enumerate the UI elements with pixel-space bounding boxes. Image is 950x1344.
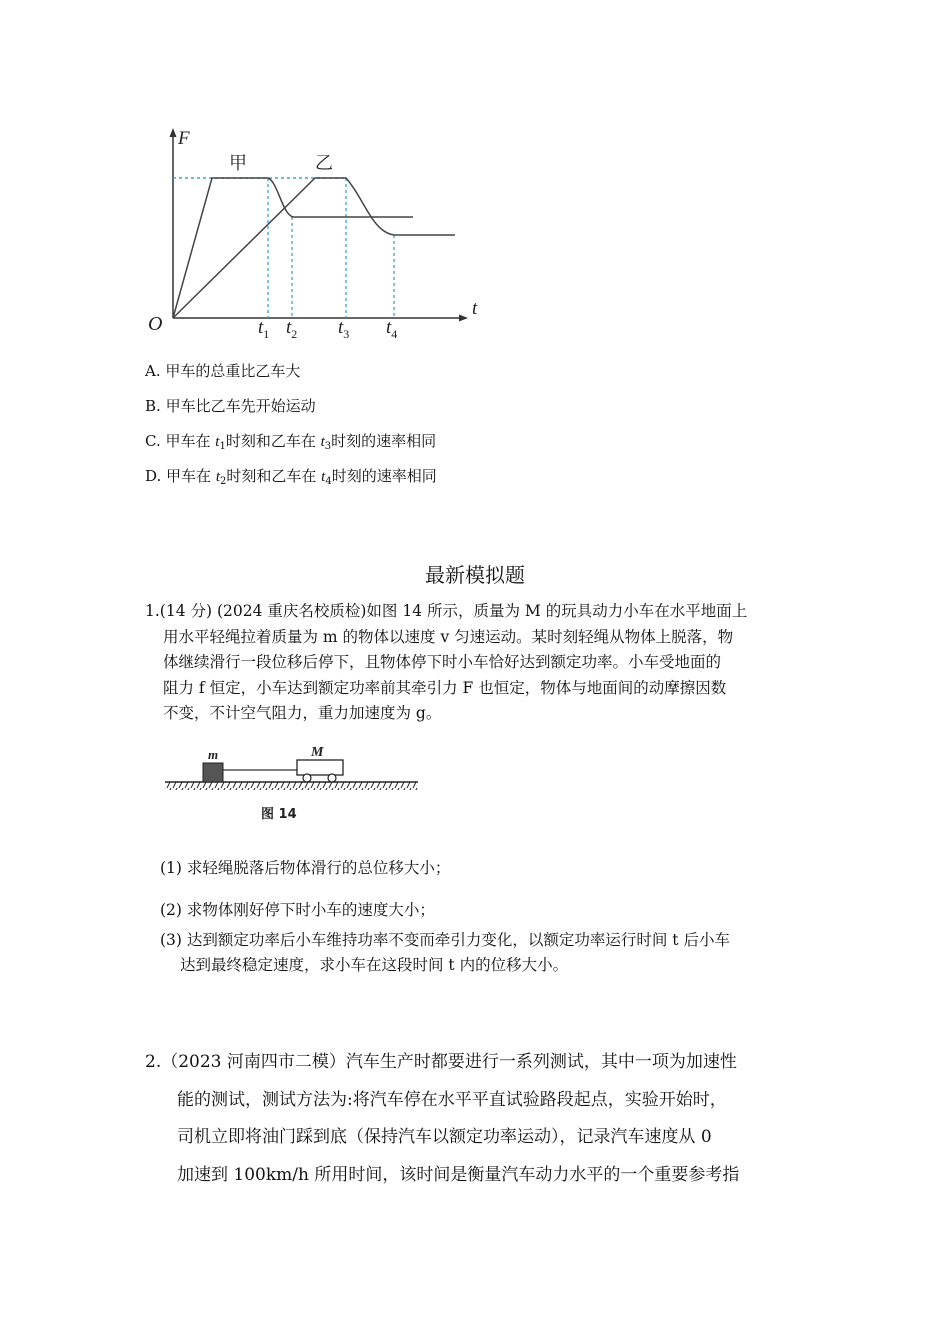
- tick-label-t3: $t_3$: [338, 317, 350, 341]
- problem-1-line: 1.(14 分) (2024 重庆名校质检)如图 14 所示，质量为 M 的玩具动力小车在水平地面上: [145, 602, 748, 620]
- cart-wheel: [303, 774, 311, 782]
- cart-body: [297, 760, 343, 775]
- figure-caption: 图 14: [261, 807, 297, 822]
- problem-1-line: 不变，不计空气阻力，重力加速度为 g。: [163, 704, 442, 722]
- question-3: (3) 达到额定功率后小车维持功率不变而牵引力变化，以额定功率运行时间 t 后小车 达到最终稳定速度，求小车在这段时间 t 内的位移大小。: [160, 931, 730, 974]
- y-axis-arrow: [170, 128, 177, 137]
- tick-label-t2: $t_2$: [286, 317, 298, 341]
- problem-2-line: 加速到 100km/h 所用时间，该时间是衡量汽车动力水平的一个重要参考指: [177, 1164, 740, 1185]
- axis-label-t: t: [472, 298, 478, 319]
- origin-label: O: [148, 313, 163, 335]
- label-M: M: [311, 745, 324, 760]
- problem-1-line: 体继续滑行一段位移后停下，且物体停下时小车恰好达到额定功率。小车受地面的: [163, 653, 722, 671]
- option-d: D. 甲车在 $t_2$时刻和乙车在 $t_4$时刻的速率相同: [145, 467, 437, 487]
- option-c: C. 甲车在 $t_1$时刻和乙车在 $t_3$时刻的速率相同: [145, 432, 437, 452]
- option-b: B. 甲车比乙车先开始运动: [145, 397, 316, 415]
- problem-1-line: 用水平轻绳拉着质量为 m 的物体以速度 v 匀速运动。某时刻轻绳从物体上脱落，物: [163, 627, 734, 646]
- problem-2-line: 能的测试，测试方法为:将汽车停在水平平直试验路段起点，实验开始时，: [177, 1089, 727, 1110]
- section-title: 最新模拟题: [425, 563, 525, 587]
- force-time-graph: [140, 120, 490, 345]
- axis-label-f: F: [178, 128, 190, 149]
- problem-2-text: [145, 1044, 739, 1194]
- problem-2-line: 司机立即将油门踩到底（保持汽车以额定功率运动），记录汽车速度从 0: [177, 1127, 712, 1147]
- tick-label-t1: $t_1$: [258, 317, 270, 341]
- problem-1-text: [145, 599, 747, 727]
- curve-yi: [173, 178, 455, 318]
- x-axis-arrow: [459, 315, 468, 322]
- question-1: (1) 求轻绳脱落后物体滑行的总位移大小；: [160, 859, 451, 877]
- problem-1-line: 阻力 f 恒定，小车达到额定功率前其牵引力 F 也恒定，物体与地面间的动摩擦因数: [163, 678, 727, 697]
- curve-label-yi: 乙: [315, 153, 333, 174]
- problem-2-line: 2.（2023 河南四市二模）汽车生产时都要进行一系列测试，其中一项为加速性: [145, 1052, 737, 1072]
- question-2: (2) 求物体刚好停下时小车的速度大小；: [160, 901, 435, 919]
- ground-hatch: [165, 782, 418, 790]
- figure-14: [160, 740, 425, 828]
- option-a: A. 甲车的总重比乙车大: [145, 362, 301, 380]
- block-m: [203, 763, 223, 782]
- label-m: m: [208, 747, 219, 762]
- tick-label-t4: $t_4$: [386, 317, 398, 341]
- cart-wheel: [328, 774, 336, 782]
- curve-label-jia: 甲: [229, 153, 247, 174]
